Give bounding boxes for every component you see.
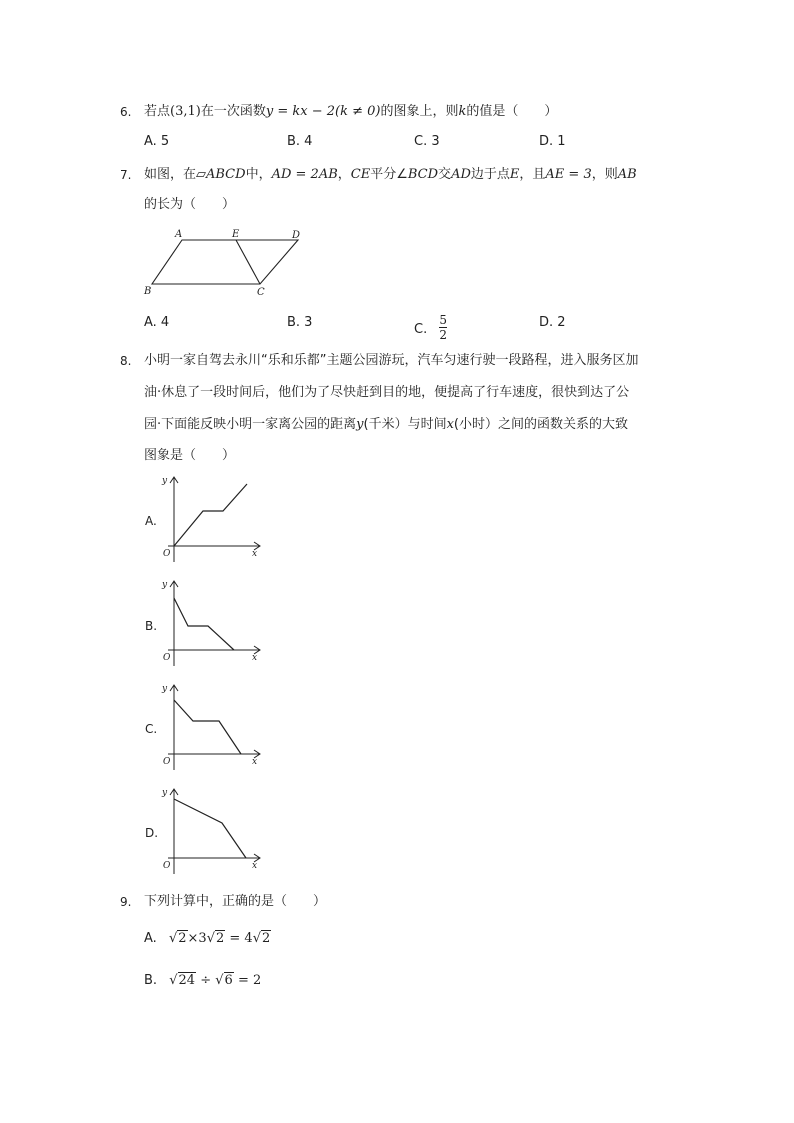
math-variable: ABCD [206,167,246,182]
math-variable: k [458,104,467,119]
text-segment: 若点 [144,104,171,119]
graph-c[interactable] [158,682,268,774]
distance-time-line [174,700,241,754]
y-axis-label: y [162,476,168,486]
math-condition: AE = 3 [545,167,592,182]
radicand: 2 [262,931,271,946]
option-a[interactable]: A. 5 [144,134,170,149]
x-axis-label: x [252,861,258,871]
math-variable: y [356,417,364,432]
vertex-label-e: E [232,229,240,240]
option-b[interactable]: B. 3 [287,315,313,330]
question-text [144,415,628,435]
question-9-option-b[interactable] [144,972,261,988]
graph-option-b-label[interactable]: B. [145,619,158,633]
option-label: A. [144,931,157,946]
x-axis-label: x [252,549,258,559]
option-expression: √2×3√2 = 4√2 [168,931,271,946]
question-number: 6. [120,105,132,119]
radicand: 6 [224,973,233,988]
text-segment: 的图象上，则 [380,104,459,119]
vertex-label-a: A [175,229,183,240]
vertex-label-d: D [292,230,301,241]
text-segment: ， [337,167,351,182]
option-label: C. [414,322,428,337]
question-text: 图象是（ ） [144,448,236,463]
y-axis-label: y [162,580,168,590]
graph-b[interactable] [158,578,268,670]
math-condition: AD = 2AB [271,167,338,182]
parallelogram-abcd [152,240,298,284]
text-segment: 交 [438,167,452,182]
distance-time-line [174,799,246,858]
question-number: 8. [120,354,132,368]
vertex-label-c: C [257,287,265,298]
question-text: 小明一家自驾去永川“乐和乐都”主题公园游玩，汽车匀速行驶一段路程，进入服务区加 [144,353,639,368]
vertex-label-b: B [144,286,152,297]
origin-label: O [163,653,171,663]
segment-ce [236,240,260,284]
option-d[interactable]: D. 2 [539,315,566,330]
math-variable: E [509,167,520,182]
question-text: 的长为（ ） [144,197,236,212]
denominator: 2 [439,328,447,342]
text-segment: 园·下面能反映小明一家离公园的距离 [144,417,357,432]
math-operator: = 4 [229,931,253,946]
math-operator: = 2 [237,973,262,988]
text-segment: (小时）之间的函数关系的大致 [453,417,628,432]
option-b[interactable]: B. 4 [287,134,313,149]
question-text: 油·休息了一段时间后，他们为了尽快赶到目的地，便提高了行车速度，很快到达了公 [144,385,630,400]
y-axis-label: y [162,788,168,798]
question-number: 7. [120,168,132,182]
radicand: 2 [215,931,225,946]
text-segment: ，则 [591,167,618,182]
math-variable: AB [617,167,637,182]
math-point: (3,1) [170,104,201,119]
text-segment: (千米）与时间 [363,417,447,432]
radicand: 24 [178,973,196,988]
question-9-option-a[interactable] [144,930,271,946]
x-axis-label: x [252,757,258,767]
option-expression: √24 ÷ √6 = 2 [169,973,262,988]
text-segment: 中， [245,167,272,182]
question-text [144,165,637,185]
origin-label: O [163,757,171,767]
option-c[interactable]: C. 3 [414,134,440,149]
origin-label: O [163,549,171,559]
question-text [144,102,557,122]
question-number: 9. [120,895,132,909]
text-segment: ，且 [519,167,546,182]
option-a[interactable]: A. 4 [144,315,170,330]
distance-time-line [174,598,234,650]
text-segment: 边于点 [470,167,510,182]
option-c[interactable] [414,315,447,344]
text-segment: 平分∠ [370,167,408,182]
option-d[interactable]: D. 1 [539,134,566,149]
question-text: 下列计算中，正确的是（ ） [144,894,327,909]
graph-option-c-label[interactable]: C. [145,722,158,736]
parallelogram-figure [140,226,310,298]
math-function: y = kx − 2(k ≠ 0) [265,104,381,119]
math-variable: CE [350,167,371,182]
x-axis-label: x [252,653,258,663]
text-segment: 如图，在▱ [144,167,206,182]
graph-d[interactable] [158,786,268,878]
option-label: B. [144,973,158,988]
math-operator: ÷ [200,973,212,988]
math-operator: ×3 [187,931,207,946]
math-variable: BCD [407,167,439,182]
graph-a[interactable] [158,474,268,566]
text-segment: 的值是（ ） [466,104,558,119]
text-segment: 在一次函数 [200,104,266,119]
radicand: 2 [178,931,187,946]
numerator: 5 [439,313,447,327]
math-variable: AD [451,167,471,182]
origin-label: O [163,861,171,871]
y-axis-label: y [162,684,168,694]
graph-option-a-label[interactable]: A. [145,514,157,528]
graph-option-d-label[interactable]: D. [145,826,159,840]
fraction [439,313,447,342]
math-variable: x [446,417,454,432]
distance-time-line [174,484,247,546]
